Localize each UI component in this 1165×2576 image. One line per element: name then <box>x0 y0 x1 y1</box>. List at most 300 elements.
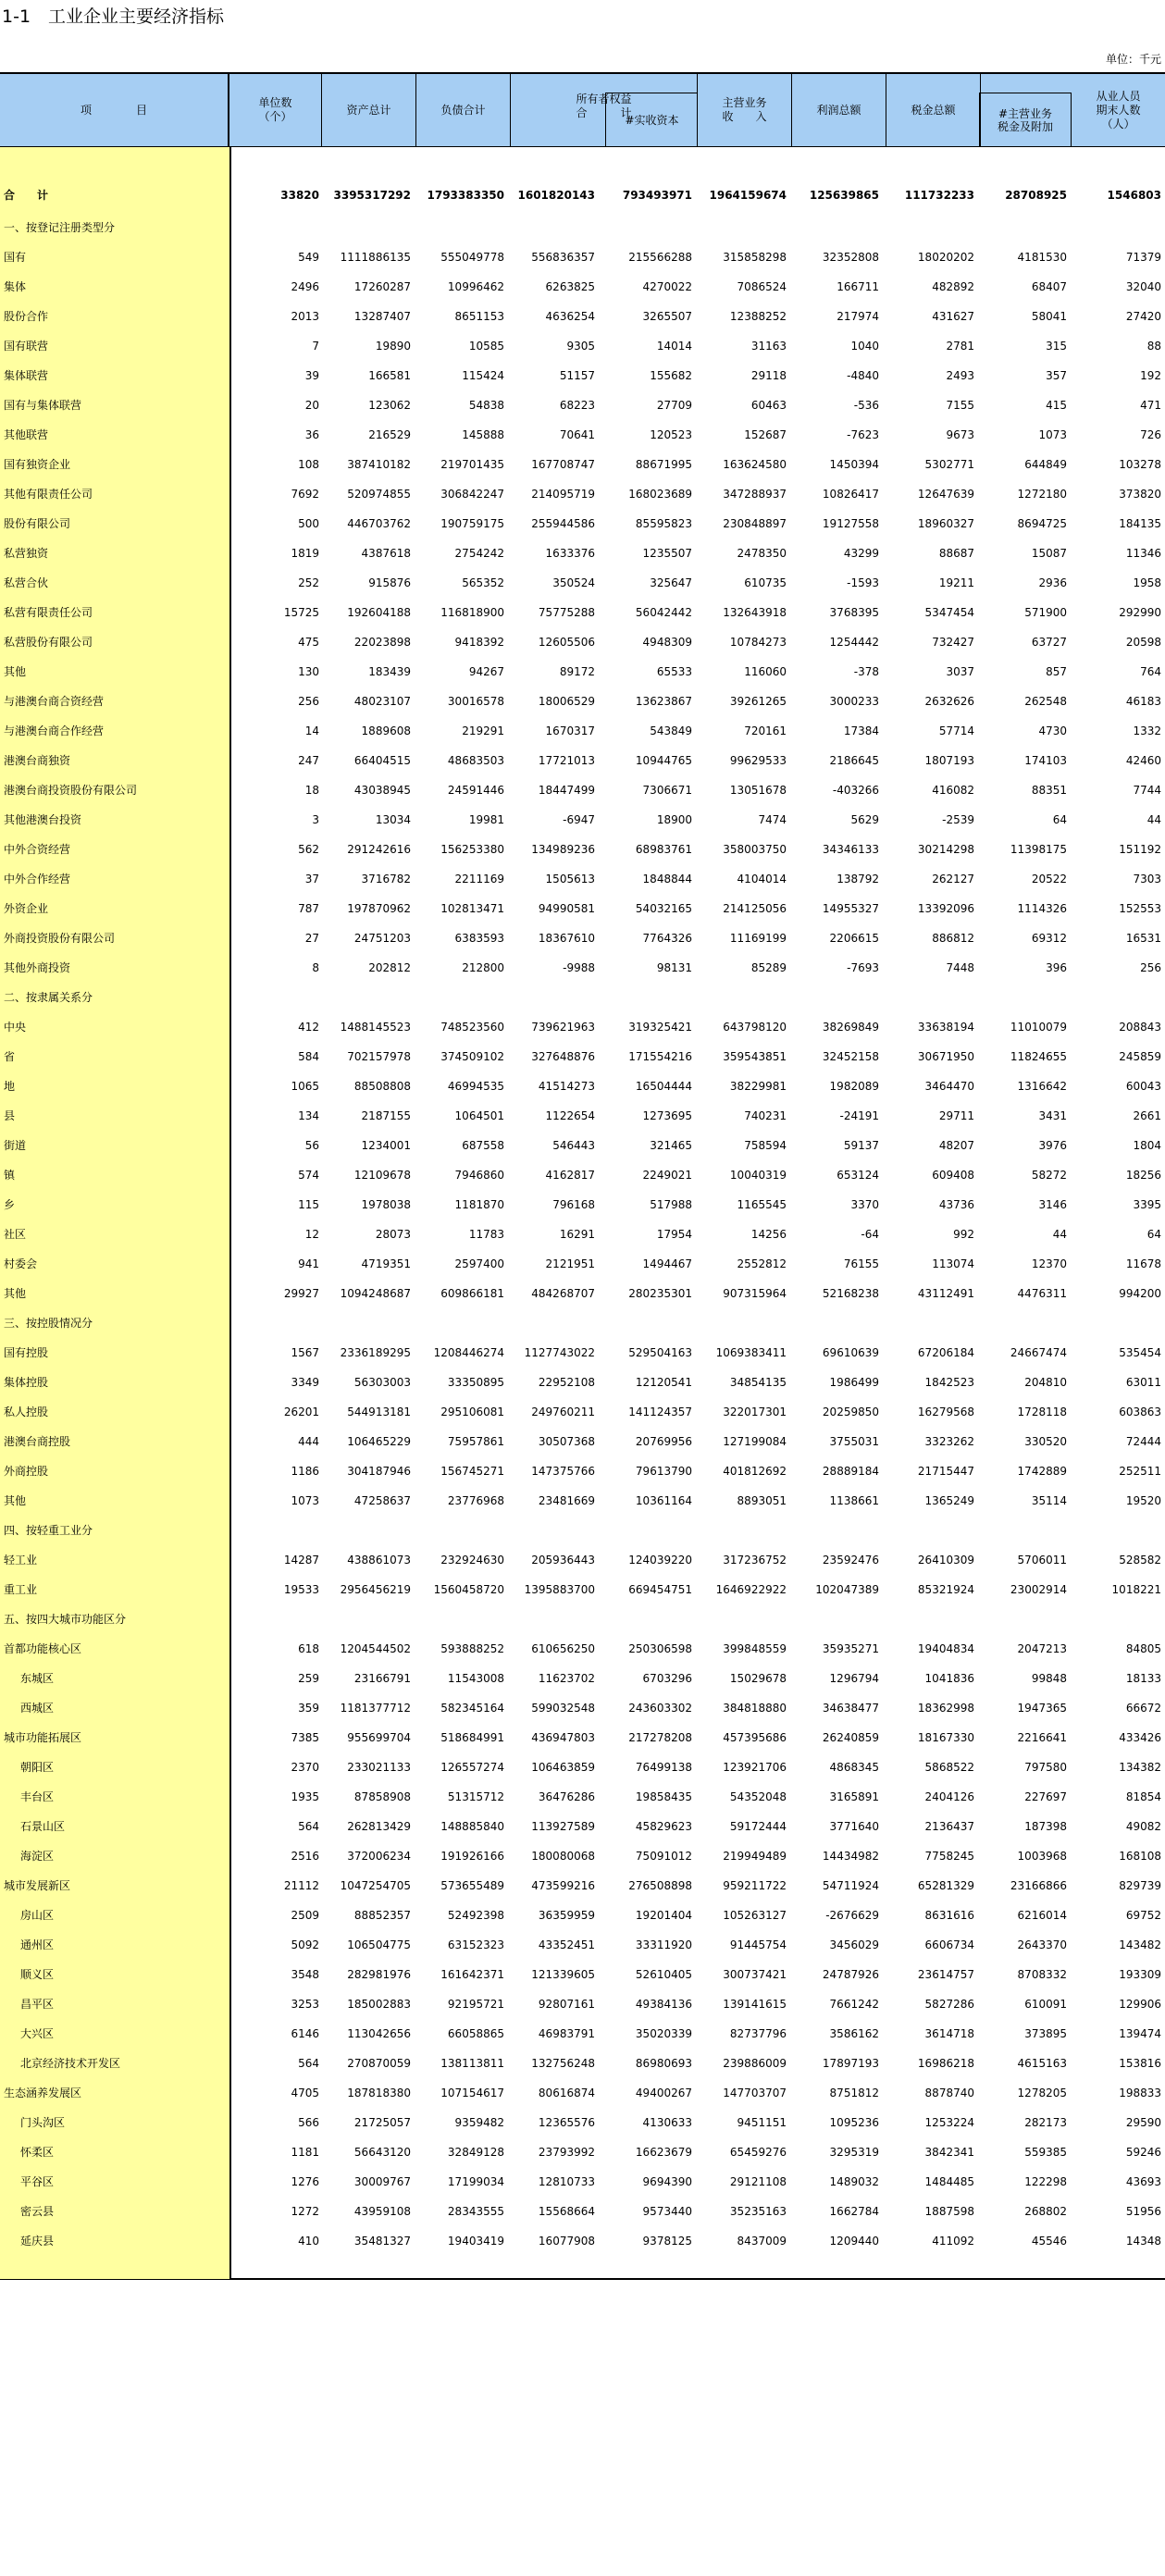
cell-units: 4705 <box>291 2087 319 2099</box>
cell-revenue: 34854135 <box>729 1376 787 1389</box>
row-label: 集体控股 <box>4 1376 49 1389</box>
cell-paid-in: 20769956 <box>635 1435 692 1448</box>
cell-revenue: 399848559 <box>723 1642 787 1655</box>
cell-paid-in: 75091012 <box>635 1850 692 1863</box>
cell-employees: 49082 <box>1125 1820 1161 1833</box>
cell-liabilities: 33350895 <box>447 1376 504 1389</box>
cell-revenue: 65459276 <box>729 2146 787 2159</box>
row-label: 外资企业 <box>4 902 49 915</box>
cell-assets: 438861073 <box>347 1554 411 1567</box>
cell-paid-in: 7306671 <box>642 784 692 797</box>
cell-units: 584 <box>298 1050 319 1063</box>
cell-units: 1819 <box>291 547 319 560</box>
cell-paid-in: 16504444 <box>635 1080 692 1093</box>
table-row <box>0 1486 1165 1516</box>
cell-revenue: 132643918 <box>723 606 787 619</box>
table-row <box>0 1190 1165 1220</box>
cell-units: 19533 <box>283 1583 319 1596</box>
table-row <box>0 2108 1165 2137</box>
cell-employees: 27420 <box>1125 310 1161 323</box>
cell-profit: -2676629 <box>825 1909 879 1922</box>
cell-assets: 2187155 <box>361 1109 411 1122</box>
cell-employees: 59246 <box>1125 2146 1161 2159</box>
row-label: 其他 <box>4 1287 27 1300</box>
cell-tax: 3323262 <box>924 1435 974 1448</box>
cell-revenue: 39261265 <box>729 695 787 708</box>
row-label: 石景山区 <box>20 1820 66 1833</box>
cell-tax: 1253224 <box>924 2116 974 2129</box>
cell-biz-tax: 3431 <box>1038 1109 1067 1122</box>
cell-revenue: 315858298 <box>723 251 787 264</box>
row-label: 股份有限公司 <box>4 517 71 530</box>
cell-liabilities: 11783 <box>468 1228 504 1241</box>
cell-units: 444 <box>298 1435 319 1448</box>
cell-employees: 42460 <box>1125 754 1161 767</box>
cell-employees: 60043 <box>1125 1080 1161 1093</box>
cell-employees: 1804 <box>1133 1139 1161 1152</box>
row-label: 昌平区 <box>20 1998 55 2011</box>
cell-tax: 19404834 <box>917 1642 974 1655</box>
cell-biz-tax: 1272180 <box>1017 488 1067 501</box>
cell-tax: 33638194 <box>917 1021 974 1034</box>
cell-assets: 43959108 <box>353 2205 411 2218</box>
cell-liabilities: 126557274 <box>440 1761 504 1774</box>
cell-equity: 80616874 <box>538 2087 595 2099</box>
cell-profit: 166711 <box>837 280 879 293</box>
row-label: 三、按控股情况分 <box>4 1317 93 1330</box>
cell-revenue: 85289 <box>750 961 787 974</box>
table-row <box>0 146 1165 213</box>
cell-equity: 18447499 <box>538 784 595 797</box>
cell-units: 787 <box>298 902 319 915</box>
cell-biz-tax: 15087 <box>1031 547 1067 560</box>
cell-paid-in: 1273695 <box>642 1109 692 1122</box>
cell-tax: 43112491 <box>917 1287 974 1300</box>
cell-paid-in: 49384136 <box>635 1998 692 2011</box>
cell-liabilities: 1181870 <box>454 1198 504 1211</box>
cell-liabilities: 1208446274 <box>433 1346 504 1359</box>
cell-liabilities: 28343555 <box>447 2205 504 2218</box>
cell-biz-tax: 23002914 <box>1010 1583 1067 1596</box>
cell-assets: 4719351 <box>361 1257 411 1270</box>
cell-employees: 245859 <box>1119 1050 1161 1063</box>
cell-units: 7385 <box>291 1731 319 1744</box>
cell-assets: 56303003 <box>353 1376 411 1389</box>
table-row <box>0 2137 1165 2167</box>
header-profit: 利润总额 <box>792 74 886 146</box>
table-row <box>0 716 1165 746</box>
cell-liabilities: 219701435 <box>440 458 504 471</box>
cell-liabilities: 609866181 <box>440 1287 504 1300</box>
cell-employees: 168108 <box>1119 1850 1161 1863</box>
cell-tax: 16986218 <box>917 2057 974 2070</box>
cell-paid-in: 10361164 <box>635 1494 692 1507</box>
cell-biz-tax: 262548 <box>1024 695 1067 708</box>
cell-biz-tax: 45546 <box>1031 2235 1067 2248</box>
cell-liabilities: 306842247 <box>440 488 504 501</box>
row-label: 平谷区 <box>20 2175 55 2188</box>
cell-biz-tax: 69312 <box>1031 932 1067 945</box>
cell-employees: 764 <box>1140 665 1161 678</box>
cell-profit: 3586162 <box>829 2027 879 2040</box>
row-label: 合 计 <box>4 189 49 202</box>
cell-units: 1272 <box>291 2205 319 2218</box>
cell-biz-tax: 8694725 <box>1017 517 1067 530</box>
cell-tax: 5827286 <box>924 1998 974 2011</box>
row-label: 国有控股 <box>4 1346 49 1359</box>
cell-biz-tax: 1947365 <box>1017 1702 1067 1715</box>
cell-liabilities: 9418392 <box>454 636 504 649</box>
cell-employees: 252511 <box>1119 1465 1161 1478</box>
cell-units: 941 <box>298 1257 319 1270</box>
cell-tax: 8631616 <box>924 1909 974 1922</box>
cell-equity: 255944586 <box>531 517 595 530</box>
table-row <box>0 1279 1165 1308</box>
cell-equity: 6263825 <box>545 280 595 293</box>
cell-biz-tax: 357 <box>1046 369 1067 382</box>
cell-units: 549 <box>298 251 319 264</box>
cell-revenue: 1165545 <box>737 1198 787 1211</box>
cell-revenue: 12388252 <box>729 310 787 323</box>
cell-employees: 19520 <box>1125 1494 1161 1507</box>
cell-assets: 233021133 <box>347 1761 411 1774</box>
cell-profit: 217974 <box>837 310 879 323</box>
cell-units: 27 <box>304 932 319 945</box>
cell-liabilities: 374509102 <box>440 1050 504 1063</box>
row-label: 国有联营 <box>4 340 49 353</box>
cell-paid-in: 517988 <box>650 1198 692 1211</box>
cell-units: 259 <box>298 1672 319 1685</box>
cell-employees: 63011 <box>1125 1376 1161 1389</box>
cell-profit: -378 <box>853 665 879 678</box>
cell-profit: 1489032 <box>829 2175 879 2188</box>
row-label: 地 <box>4 1080 16 1093</box>
cell-liabilities: 2211169 <box>454 873 504 886</box>
cell-assets: 372006234 <box>347 1850 411 1863</box>
cell-liabilities: 156253380 <box>440 843 504 856</box>
cell-profit: 3768395 <box>829 606 879 619</box>
cell-assets: 2956456219 <box>340 1583 411 1596</box>
row-label: 其他联营 <box>4 428 49 441</box>
cell-tax: 482892 <box>932 280 974 293</box>
cell-units: 108 <box>298 458 319 471</box>
cell-revenue: 152687 <box>744 428 787 441</box>
cell-units: 15725 <box>283 606 319 619</box>
cell-employees: 433426 <box>1119 1731 1161 1744</box>
cell-revenue: 359543851 <box>723 1050 787 1063</box>
cell-profit: 52168238 <box>822 1287 879 1300</box>
cell-paid-in: 54032165 <box>635 902 692 915</box>
cell-paid-in: 1494467 <box>642 1257 692 1270</box>
cell-units: 1073 <box>291 1494 319 1507</box>
page-title: 1-1 工业企业主要经济指标 <box>2 6 225 27</box>
cell-liabilities: 107154617 <box>440 2087 504 2099</box>
row-label: 轻工业 <box>4 1554 38 1567</box>
cell-biz-tax: 88351 <box>1031 784 1067 797</box>
cell-revenue: 163624580 <box>723 458 787 471</box>
cell-biz-tax: 2936 <box>1038 576 1067 589</box>
cell-liabilities: 156745271 <box>440 1465 504 1478</box>
cell-equity: 70641 <box>559 428 595 441</box>
cell-revenue: 317236752 <box>723 1554 787 1567</box>
cell-revenue: 1964159674 <box>709 189 787 202</box>
cell-liabilities: 46994535 <box>447 1080 504 1093</box>
cell-equity: 436947803 <box>531 1731 595 1744</box>
cell-profit: 8751812 <box>829 2087 879 2099</box>
cell-equity: 18006529 <box>538 695 595 708</box>
cell-tax: 2632626 <box>924 695 974 708</box>
table-row <box>0 2019 1165 2049</box>
cell-biz-tax: 857 <box>1046 665 1067 678</box>
row-label: 集体联营 <box>4 369 49 382</box>
cell-assets: 2336189295 <box>340 1346 411 1359</box>
cell-profit: 1296794 <box>829 1672 879 1685</box>
cell-profit: 32352808 <box>822 251 879 264</box>
row-label: 社区 <box>4 1228 27 1241</box>
cell-paid-in: 49400267 <box>635 2087 692 2099</box>
cell-units: 29927 <box>283 1287 319 1300</box>
cell-employees: 152553 <box>1119 902 1161 915</box>
cell-paid-in: 1848844 <box>642 873 692 886</box>
cell-units: 5092 <box>291 1938 319 1951</box>
cell-revenue: 10040319 <box>729 1169 787 1182</box>
table-row <box>0 1664 1165 1693</box>
cell-employees: 81854 <box>1125 1790 1161 1803</box>
cell-assets: 47258637 <box>353 1494 411 1507</box>
cell-tax: 21715447 <box>917 1465 974 1478</box>
cell-liabilities: 232924630 <box>440 1554 504 1567</box>
cell-liabilities: 687558 <box>462 1139 504 1152</box>
table-row <box>0 479 1165 509</box>
cell-equity: 46983791 <box>538 2027 595 2040</box>
cell-assets: 187818380 <box>347 2087 411 2099</box>
cell-units: 2496 <box>291 280 319 293</box>
cell-assets: 915876 <box>368 576 411 589</box>
cell-equity: 327648876 <box>531 1050 595 1063</box>
cell-paid-in: 124039220 <box>628 1554 692 1567</box>
cell-tax: 732427 <box>932 636 974 649</box>
cell-revenue: 322017301 <box>723 1406 787 1418</box>
row-label: 延庆县 <box>20 2235 55 2248</box>
cell-paid-in: 243603302 <box>628 1702 692 1715</box>
table-row <box>0 1752 1165 1782</box>
cell-liabilities: 8651153 <box>454 310 504 323</box>
cell-assets: 955699704 <box>347 1731 411 1744</box>
cell-assets: 13287407 <box>353 310 411 323</box>
cell-biz-tax: 330520 <box>1024 1435 1067 1448</box>
cell-biz-tax: 12370 <box>1031 1257 1067 1270</box>
cell-assets: 13034 <box>375 813 411 826</box>
cell-profit: 3370 <box>850 1198 879 1211</box>
cell-equity: 41514273 <box>538 1080 595 1093</box>
cell-employees: 32040 <box>1125 280 1161 293</box>
cell-tax: 43736 <box>938 1198 974 1211</box>
cell-equity: 23481669 <box>538 1494 595 1507</box>
cell-paid-in: 3265507 <box>642 310 692 323</box>
cell-units: 20 <box>304 399 319 412</box>
cell-biz-tax: 4476311 <box>1017 1287 1067 1300</box>
cell-units: 412 <box>298 1021 319 1034</box>
cell-biz-tax: 1278205 <box>1017 2087 1067 2099</box>
cell-units: 359 <box>298 1702 319 1715</box>
row-label: 密云县 <box>20 2205 55 2218</box>
cell-paid-in: 280235301 <box>628 1287 692 1300</box>
cell-liabilities: 6383593 <box>454 932 504 945</box>
cell-tax: 8878740 <box>924 2087 974 2099</box>
cell-employees: 11678 <box>1125 1257 1161 1270</box>
cell-profit: 1662784 <box>829 2205 879 2218</box>
cell-employees: 72444 <box>1125 1435 1161 1448</box>
cell-tax: 416082 <box>932 784 974 797</box>
cell-assets: 1488145523 <box>340 1021 411 1034</box>
table-row <box>0 1812 1165 1841</box>
cell-biz-tax: 4730 <box>1038 724 1067 737</box>
cell-paid-in: 793493971 <box>622 189 692 202</box>
cell-liabilities: 138113811 <box>440 2057 504 2070</box>
cell-units: 475 <box>298 636 319 649</box>
cell-assets: 202812 <box>368 961 411 974</box>
cell-revenue: 38229981 <box>729 1080 787 1093</box>
table-row <box>0 361 1165 390</box>
cell-revenue: 29121108 <box>729 2175 787 2188</box>
cell-revenue: 384818880 <box>723 1702 787 1715</box>
cell-employees: 18133 <box>1125 1672 1161 1685</box>
cell-profit: 1982089 <box>829 1080 879 1093</box>
row-label: 朝阳区 <box>20 1761 55 1774</box>
cell-units: 18 <box>304 784 319 797</box>
cell-assets: 520974855 <box>347 488 411 501</box>
row-label: 国有与集体联营 <box>4 399 82 412</box>
cell-revenue: 7086524 <box>737 280 787 293</box>
table-row <box>0 953 1165 983</box>
cell-units: 1186 <box>291 1465 319 1478</box>
cell-paid-in: 12120541 <box>635 1376 692 1389</box>
cell-tax: 26410309 <box>917 1554 974 1567</box>
row-label: 中外合资经营 <box>4 843 71 856</box>
cell-tax: 3464470 <box>924 1080 974 1093</box>
cell-assets: 113042656 <box>347 2027 411 2040</box>
cell-equity: 350524 <box>552 576 595 589</box>
cell-liabilities: 52492398 <box>447 1909 504 1922</box>
cell-revenue: 457395686 <box>723 1731 787 1744</box>
cell-assets: 88508808 <box>353 1080 411 1093</box>
cell-profit: 2186645 <box>829 754 879 767</box>
cell-units: 500 <box>298 517 319 530</box>
cell-biz-tax: 2047213 <box>1017 1642 1067 1655</box>
cell-equity: 1670317 <box>545 724 595 737</box>
row-label: 西城区 <box>20 1702 55 1715</box>
cell-liabilities: 148885840 <box>440 1820 504 1833</box>
cell-units: 12 <box>304 1228 319 1241</box>
cell-tax: 886812 <box>932 932 974 945</box>
cell-profit: 34346133 <box>822 843 879 856</box>
cell-equity: 16077908 <box>538 2235 595 2248</box>
cell-biz-tax: 268802 <box>1024 2205 1067 2218</box>
cell-biz-tax: 4181530 <box>1017 251 1067 264</box>
table-row <box>0 894 1165 923</box>
cell-equity: 18367610 <box>538 932 595 945</box>
cell-units: 14 <box>304 724 319 737</box>
table-row <box>0 390 1165 420</box>
row-label: 其他 <box>4 665 27 678</box>
cell-biz-tax: 1073 <box>1038 428 1067 441</box>
cell-liabilities: 1560458720 <box>433 1583 504 1596</box>
row-label: 生态涵养发展区 <box>4 2087 82 2099</box>
row-label: 二、按隶属关系分 <box>4 991 93 1004</box>
cell-equity: 610656250 <box>531 1642 595 1655</box>
row-label: 外商投资股份有限公司 <box>4 932 116 945</box>
header-assets: 资产总计 <box>322 74 416 146</box>
row-label: 大兴区 <box>20 2027 55 2040</box>
cell-liabilities: 94267 <box>468 665 504 678</box>
cell-profit: 24787926 <box>822 1968 879 1981</box>
row-label: 私人控股 <box>4 1406 49 1418</box>
cell-paid-in: 2249021 <box>642 1169 692 1182</box>
cell-equity: 4162817 <box>545 1169 595 1182</box>
cell-revenue: 758594 <box>744 1139 787 1152</box>
cell-tax: 7758245 <box>924 1850 974 1863</box>
cell-paid-in: 325647 <box>650 576 692 589</box>
cell-units: 1065 <box>291 1080 319 1093</box>
cell-equity: 796168 <box>552 1198 595 1211</box>
table-row <box>0 598 1165 627</box>
cell-tax: 111732233 <box>904 189 974 202</box>
cell-profit: 1209440 <box>829 2235 879 2248</box>
cell-assets: 19890 <box>375 340 411 353</box>
cell-profit: 7661242 <box>829 1998 879 2011</box>
cell-units: 56 <box>304 1139 319 1152</box>
cell-tax: 1807193 <box>924 754 974 767</box>
cell-tax: 7448 <box>946 961 974 974</box>
row-label: 股份合作 <box>4 310 49 323</box>
cell-units: 1181 <box>291 2146 319 2159</box>
cell-revenue: 9451151 <box>737 2116 787 2129</box>
cell-biz-tax: 11010079 <box>1010 1021 1067 1034</box>
cell-units: 574 <box>298 1169 319 1182</box>
table-row <box>0 1930 1165 1960</box>
cell-biz-tax: 559385 <box>1024 2146 1067 2159</box>
table-row <box>0 1989 1165 2019</box>
cell-assets: 1889608 <box>361 724 411 737</box>
cell-paid-in: 85595823 <box>635 517 692 530</box>
cell-paid-in: 141124357 <box>628 1406 692 1418</box>
header-revenue: 主营业务 收 入 <box>698 74 792 146</box>
table-row <box>0 1338 1165 1368</box>
cell-revenue: 401812692 <box>723 1465 787 1478</box>
cell-employees: 11346 <box>1125 547 1161 560</box>
cell-assets: 282981976 <box>347 1968 411 1981</box>
cell-units: 21112 <box>283 1879 319 1892</box>
cell-assets: 24751203 <box>353 932 411 945</box>
table-row <box>0 1160 1165 1190</box>
cell-tax: 29711 <box>938 1109 974 1122</box>
cell-assets: 66404515 <box>353 754 411 767</box>
cell-profit: 76155 <box>843 1257 879 1270</box>
cell-revenue: 907315964 <box>723 1287 787 1300</box>
row-label: 门头沟区 <box>20 2116 66 2129</box>
cell-biz-tax: 28708925 <box>1005 189 1067 202</box>
cell-revenue: 99629533 <box>729 754 787 767</box>
cell-units: 252 <box>298 576 319 589</box>
cell-paid-in: 1235507 <box>642 547 692 560</box>
row-label: 丰台区 <box>20 1790 55 1803</box>
table-row <box>0 2197 1165 2226</box>
table-row <box>0 1693 1165 1723</box>
table-row <box>0 1308 1165 1338</box>
row-label: 省 <box>4 1050 16 1063</box>
cell-revenue: 230848897 <box>723 517 787 530</box>
table-row <box>0 2226 1165 2256</box>
